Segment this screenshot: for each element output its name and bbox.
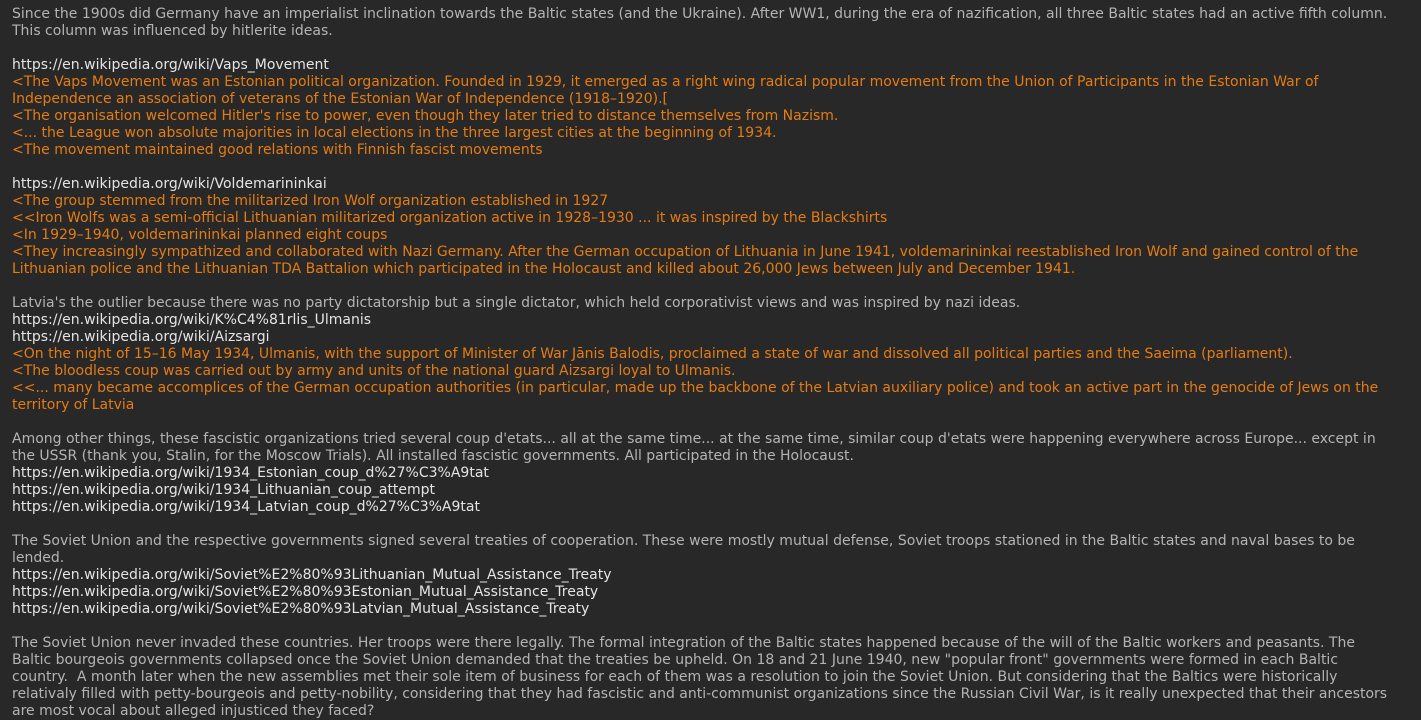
greentext-quote-line: <The movement maintained good relations with Finnish fascist movements [12, 142, 543, 158]
post-link[interactable]: https://en.wikipedia.org/wiki/Soviet%E2%80%93Latvian_Mutual_Assistance_Treaty [12, 601, 590, 617]
greentext-quote-line: <<Iron Wolfs was a semi-official Lithuanian militarized organization active in 1928–1930 ... it was inspired by the Blackshirts [12, 210, 888, 226]
greentext-quote-line: <The group stemmed from the militarized Iron Wolf organization established in 1927 [12, 193, 609, 209]
post-link[interactable]: https://en.wikipedia.org/wiki/1934_Latvian_coup_d%27%C3%A9tat [12, 499, 480, 515]
post-link[interactable]: https://en.wikipedia.org/wiki/Aizsargi [12, 329, 270, 345]
post-text-line: The Soviet Union and the respective governments signed several treaties of cooperation. These were mostly mutual defense, Soviet troops stationed in the Baltic states and naval bases to be lended. [12, 533, 1360, 566]
post-link[interactable]: https://en.wikipedia.org/wiki/1934_Lithuanian_coup_attempt [12, 482, 436, 498]
greentext-quote-line: <The organisation welcomed Hitler's rise to power, even though they later tried to distance themselves from Nazism. [12, 108, 839, 124]
post-link[interactable]: https://en.wikipedia.org/wiki/Soviet%E2%80%93Estonian_Mutual_Assistance_Treaty [12, 584, 599, 600]
blank-line [12, 159, 1393, 176]
post-link[interactable]: https://en.wikipedia.org/wiki/Vaps_Movement [12, 57, 329, 73]
blank-line [12, 278, 1393, 295]
post-text-line: Among other things, these fascistic organizations tried several coup d'etats... all at the same time... at the same time, similar coup d'etats were happening everywhere across Europe... except in the USSR (thank you, Stalin, for the Moscow Trials). All installed fascistic governments. All participated in the Holocaust. [12, 431, 1381, 464]
greentext-quote-line: <<... many became accomplices of the German occupation authorities (in particular, made up the backbone of the Latvian auxiliary police) and took an active part in the genocide of Jews on the territory of Latvia [12, 380, 1383, 413]
greentext-quote-line: <... the League won absolute majorities in local elections in the three largest cities at the beginning of 1934. [12, 125, 777, 141]
blank-line [12, 516, 1393, 533]
greentext-quote-line: <The bloodless coup was carried out by army and units of the national guard Aizsargi loyal to Ulmanis. [12, 363, 736, 379]
greentext-quote-line: <In 1929–1940, voldemarininkai planned eight coups [12, 227, 388, 243]
post-link[interactable]: https://en.wikipedia.org/wiki/Soviet%E2%80%93Lithuanian_Mutual_Assistance_Treaty [12, 567, 612, 583]
greentext-quote-line: <The Vaps Movement was an Estonian political organization. Founded in 1929, it emerged as a right wing radical popular movement from the Union of Participants in the Estonian War of Independence an association of veterans of the Estonian War of Independence (1918–1920).[ [12, 74, 1323, 107]
blank-line [12, 414, 1393, 431]
post-link[interactable]: https://en.wikipedia.org/wiki/Voldemarininkai [12, 176, 327, 192]
post-link[interactable]: https://en.wikipedia.org/wiki/1934_Estonian_coup_d%27%C3%A9tat [12, 465, 489, 481]
post-text-line: The Soviet Union never invaded these countries. Her troops were there legally. The formal integration of the Baltic states happened because of the will of the Baltic workers and peasants. The Baltic bourgeois governments collapsed once the Soviet Union demanded that the treaties be upheld. On 18 and 21 June 1940, new "popular front" governments were formed in each Baltic country. A month later when the new assemblies met their sole item of business for each of them was a resolution to join the Soviet Union. But considering that the Baltics were historically relativaly filled with petty-bourgeois and petty-nobility, considering that they had fascistic and anti-communist organizations since the Russian Civil War, is it really unexpected that their ancestors are most vocal about alleged injusticed they faced? [12, 635, 1392, 719]
blank-line [12, 618, 1393, 635]
post-link[interactable]: https://en.wikipedia.org/wiki/K%C4%81rlis_Ulmanis [12, 312, 372, 328]
greentext-quote-line: <On the night of 15–16 May 1934, Ulmanis, with the support of Minister of War Jānis Balodis, proclaimed a state of war and dissolved all political parties and the Saeima (parliament). [12, 346, 1293, 362]
blank-line [12, 40, 1393, 57]
post-text-line: Latvia's the outlier because there was no party dictatorship but a single dictator, which held corporativist views and was inspired by nazi ideas. [12, 295, 1021, 311]
greentext-quote-line: <They increasingly sympathized and collaborated with Nazi Germany. After the German occupation of Lithuania in June 1941, voldemarininkai reestablished Iron Wolf and gained control of the Lithuanian police and the Lithuanian TDA Battalion which participated in the Holocaust and killed about 26,000 Jews between July and December 1941. [12, 244, 1363, 277]
post-text-line: Since the 1900s did Germany have an imperialist inclination towards the Baltic states (and the Ukraine). After WW1, during the era of nazification, all three Baltic states had an active fifth column. This column was influenced by hitlerite ideas. [12, 6, 1392, 39]
